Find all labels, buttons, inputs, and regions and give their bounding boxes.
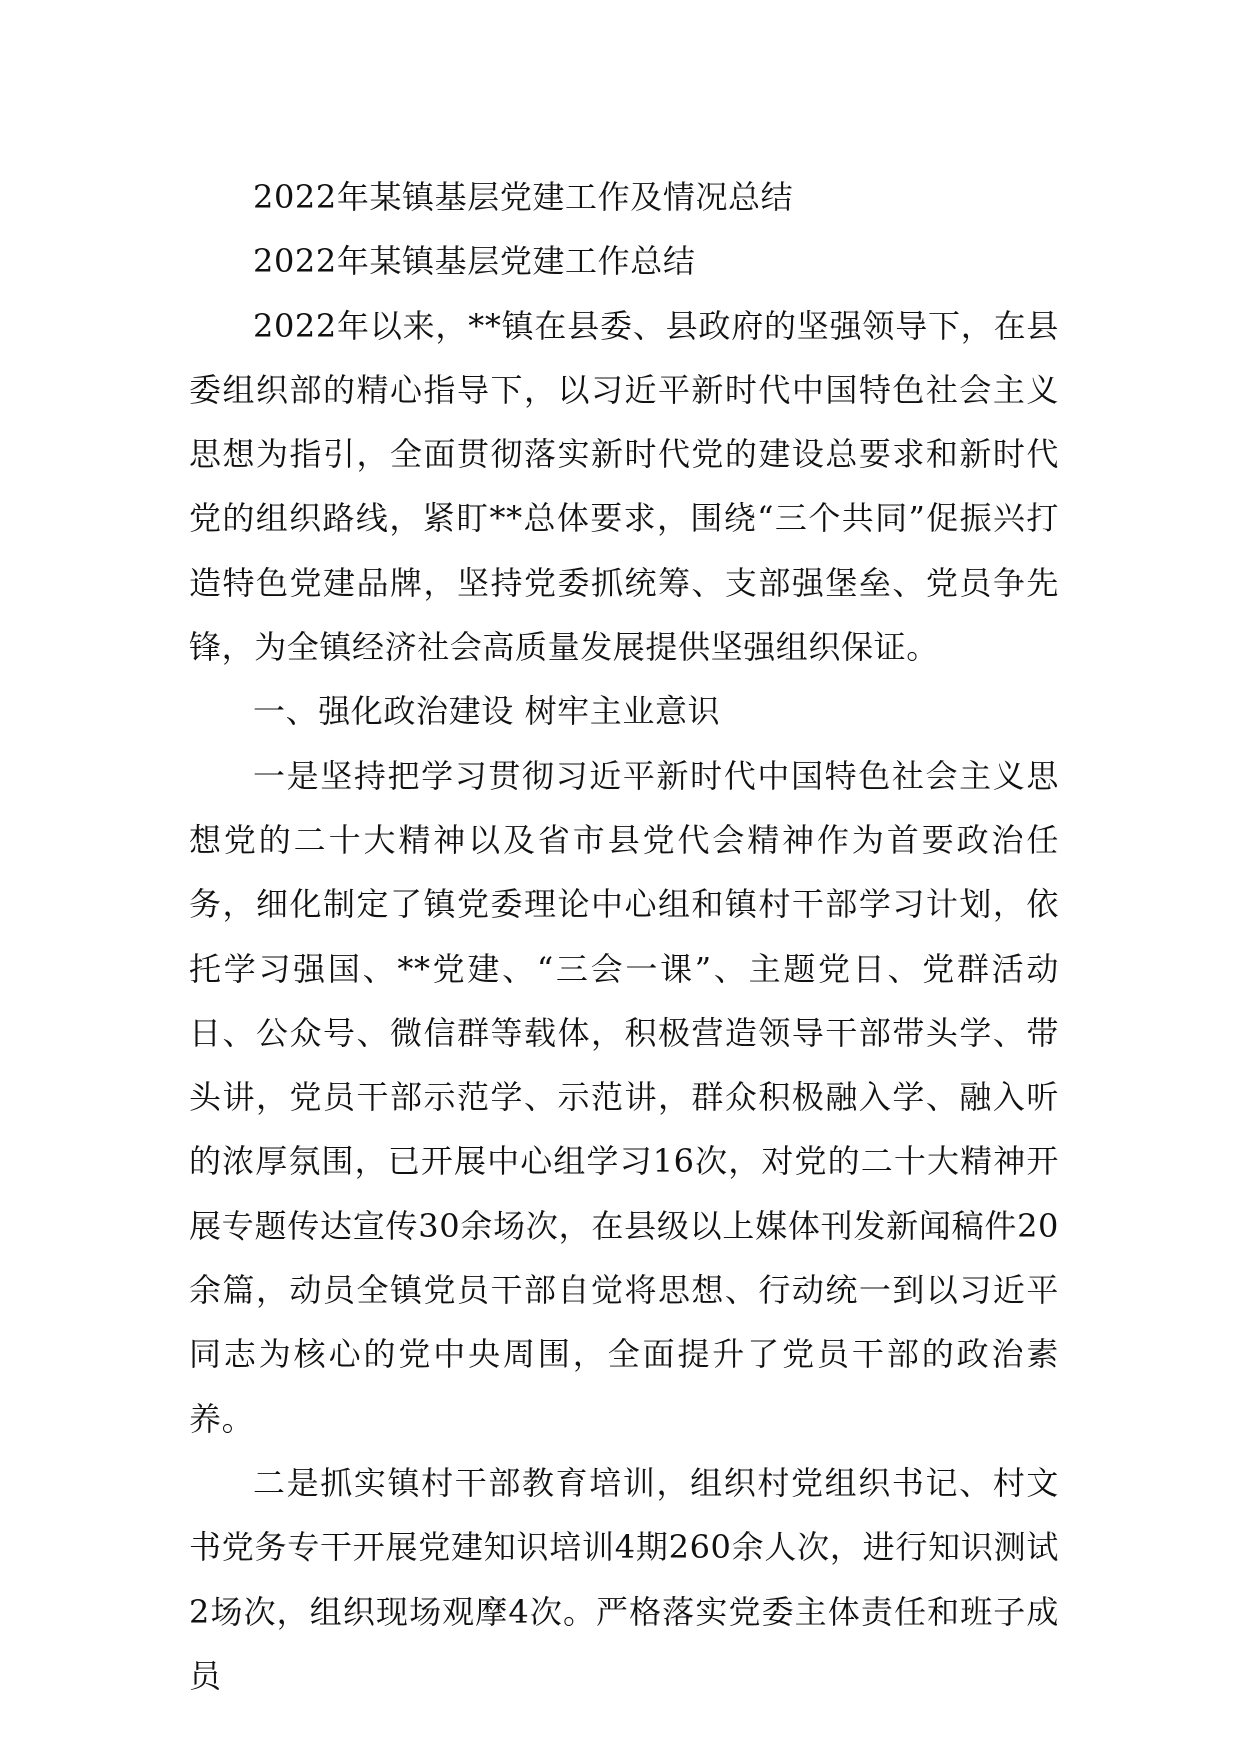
document-title: 2022年某镇基层党建工作及情况总结 — [253, 178, 794, 216]
document-subtitle: 2022年某镇基层党建工作总结 — [253, 242, 696, 281]
body-paragraph-1: 一是坚持把学习贯彻习近平新时代中国特色社会主义思想党的二十大精神以及省市县党代会精神作为首要政治任务，细化制定了镇党委理论中心组和镇村干部学习计划，依托学习强国、**党建、“三会一课”、主题党日、党群活动日、公众号、微信群等载体，积极营造领导干部带头学、带头讲，党员干部示范学、示范讲，群众积极融入学、融入听的浓厚氛围，已开展中心组学习16次，对党的二十大精神开展专题传达宣传30余场次，在县级以上媒体刊发新闻稿件20余篇，动员全镇党员干部自觉将思想、行动统一到以习近平同志为核心的党中央周围，全面提升了党员干部的政治素养。 — [189, 756, 1059, 1438]
intro-paragraph: 2022年以来，**镇在县委、县政府的坚强领导下，在县委组织部的精心指导下，以习近平新时代中国特色社会主义思想为指引，全面贯彻落实新时代党的建设总要求和新时代党的组织路线，紧盯**总体要求，围绕“三个共同”促振兴打造特色党建品牌，坚持党委抓统筹、支部强堡垒、党员争先锋，为全镇经济社会高质量发展提供坚强组织保证。 — [189, 306, 1059, 667]
section-heading-1: 一、强化政治建设 树牢主业意识 — [253, 692, 721, 731]
document-body — [189, 165, 1059, 1708]
body-paragraph-2: 二是抓实镇村干部教育培训，组织村党组织书记、村文书党务专干开展党建知识培训4期260余人次，进行知识测试2场次，组织现场观摩4次。严格落实党委主体责任和班子成员 — [189, 1463, 1059, 1695]
